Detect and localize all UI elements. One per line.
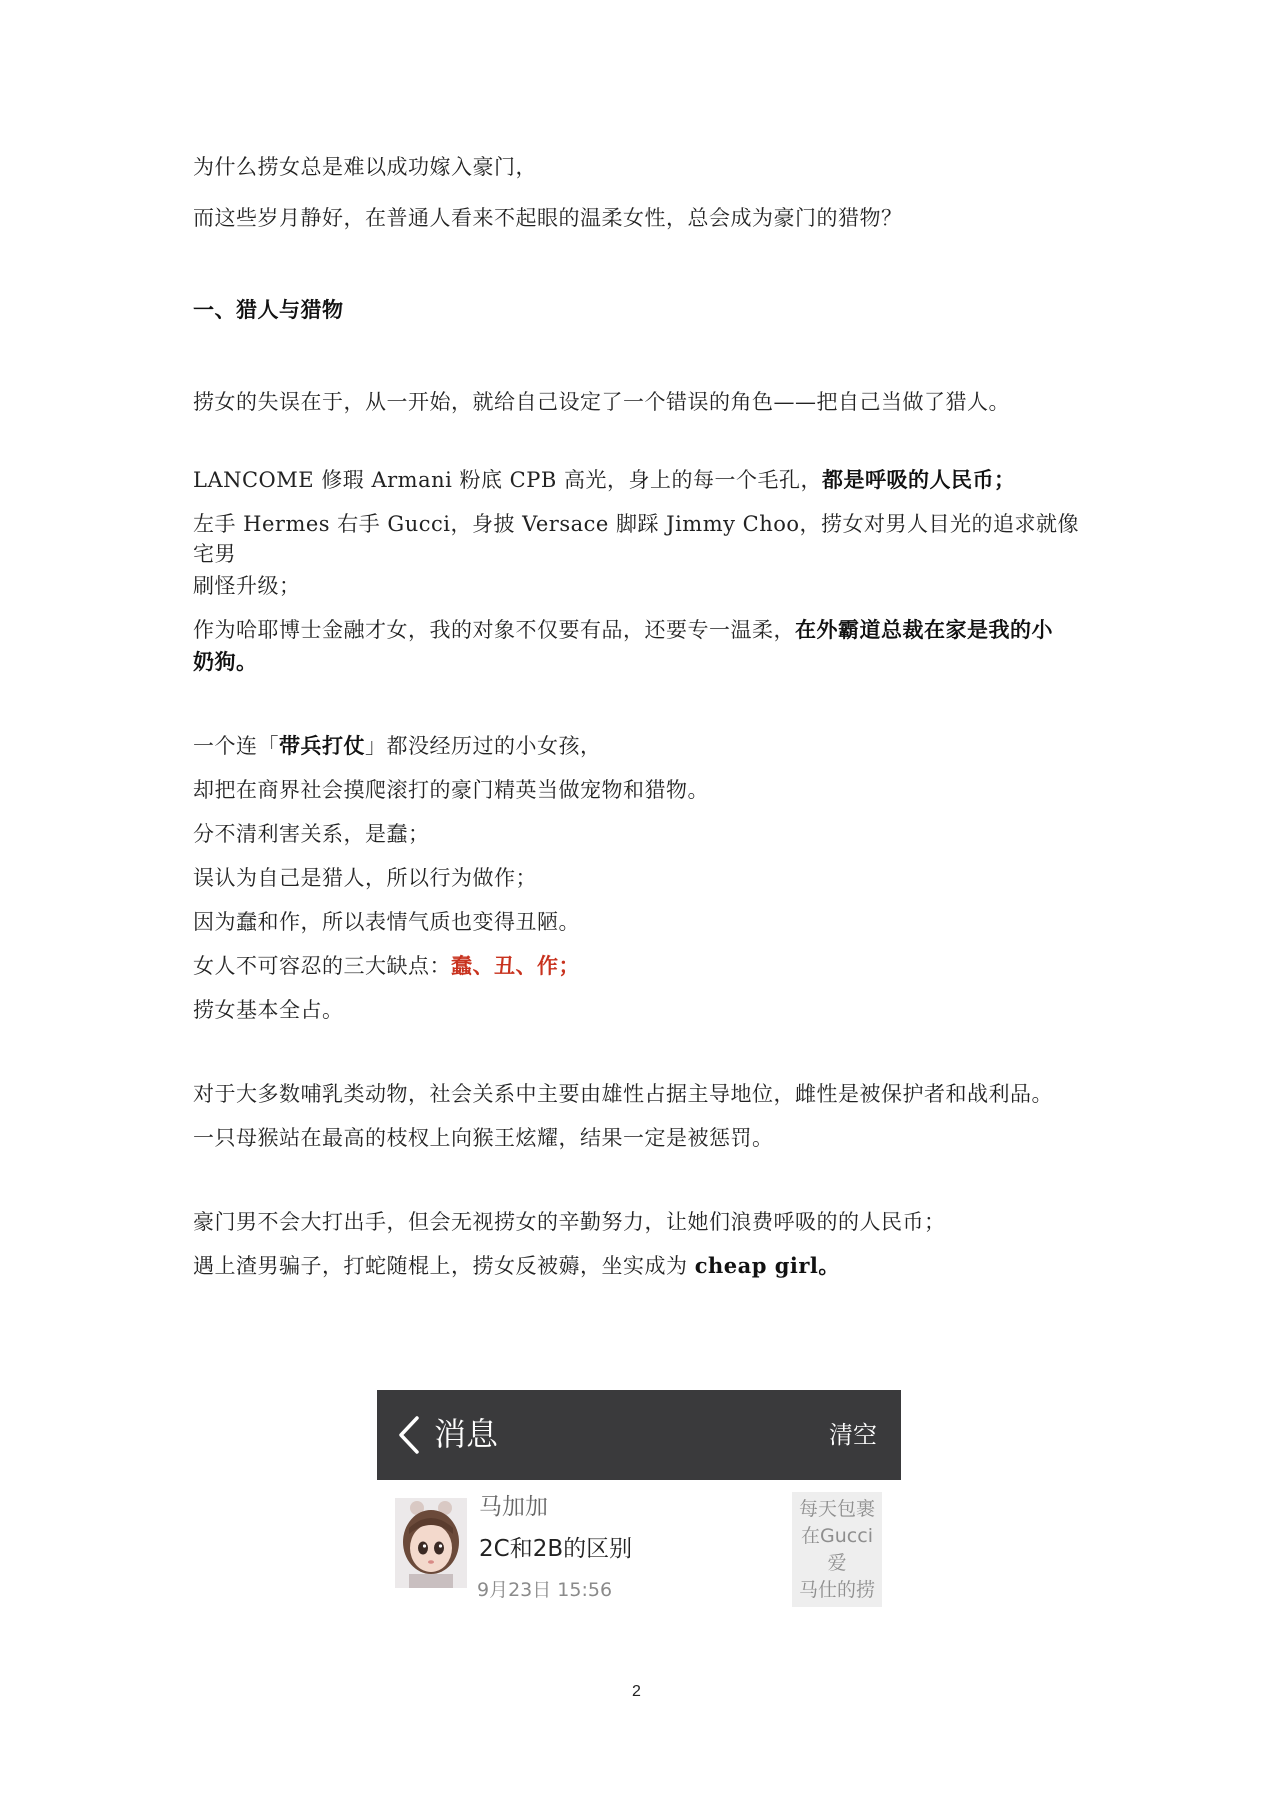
doll-avatar-icon (395, 1498, 467, 1588)
scammers-emphasis: cheap girl。 (694, 1253, 840, 1278)
paragraph-mammals: 对于大多数哺乳类动物，社会关系中主要由雄性占据主导地位，雌性是被保护者和战利品。 (193, 1082, 1053, 1106)
paragraph-wealthy-men: 豪门男不会大打出手，但会无视捞女的辛勤努力，让她们浪费呼吸的的人民币； (193, 1210, 946, 1234)
list-line-6-text: 女人不可容忍的三大缺点： (193, 954, 451, 978)
intro-line-1: 为什么捞女总是难以成功嫁入豪门， (193, 155, 537, 179)
intro-line-2: 而这些岁月静好，在普通人看来不起眼的温柔女性，总会成为豪门的猎物？ (193, 206, 903, 230)
back-chevron-icon[interactable] (395, 1412, 423, 1458)
list-line-1-prefix: 一个连「 (193, 734, 279, 758)
list-line-6-highlight: 蠢、丑、作； (451, 953, 580, 978)
cosmetics-emphasis: 都是呼吸的人民币； (822, 467, 1016, 492)
message-thumbnail (792, 1492, 882, 1607)
section-heading: 一、猎人与猎物 (193, 297, 344, 322)
paragraph-cosmetics (193, 465, 1093, 495)
list-line-7: 捞女基本全占。 (193, 998, 344, 1022)
list-line-6 (193, 951, 1093, 981)
message-time: 9月23日 15:56 (477, 1579, 613, 1601)
scammers-text: 遇上渣男骗子，打蛇随棍上，捞女反被薅，坐实成为 (193, 1254, 695, 1278)
thumbnail-line-3: 马仕的捞 (798, 1578, 875, 1601)
chat-title: 消息 (434, 1415, 499, 1453)
thumbnail-line-1: 每天包裹 (798, 1497, 875, 1520)
paragraph-brands-wrap: 刷怪升级； (193, 574, 301, 598)
paragraph-scammers (193, 1251, 1093, 1281)
list-line-1 (193, 731, 1093, 761)
message-list-item[interactable] (377, 1480, 901, 1615)
cosmetics-text: LANCOME 修瑕 Armani 粉底 CPB 高光，身上的每一个毛孔， (193, 468, 822, 492)
list-line-1-suffix: 」都没经历过的小女孩， (365, 734, 602, 758)
list-line-4: 误认为自己是猎人，所以行为做作； (193, 866, 537, 890)
message-sender: 马加加 (479, 1494, 548, 1520)
requirements-text: 作为哈耶博士金融才女，我的对象不仅要有品，还要专一温柔， (193, 618, 795, 642)
paragraph-hunter-role: 捞女的失误在于，从一开始，就给自己设定了一个错误的角色——把自己当做了猎人。 (193, 390, 1010, 414)
requirements-emphasis: 在外霸道总裁在家是我的小 (795, 617, 1053, 642)
thumbnail-line-2: 在Gucci爱 (801, 1524, 873, 1574)
paragraph-monkey: 一只母猴站在最高的枝杈上向猴王炫耀，结果一定是被惩罚。 (193, 1126, 774, 1150)
list-line-1-emphasis: 带兵打仗 (279, 733, 365, 758)
paragraph-requirements-wrap (193, 647, 1093, 677)
list-line-5: 因为蠢和作，所以表情气质也变得丑陋。 (193, 910, 580, 934)
embedded-chat-screenshot (377, 1390, 901, 1615)
brands-text: 左手 Hermes 右手 Gucci，身披 Versace 脚踩 Jimmy Choo，捞女对男人目光的追求就像宅男 (193, 512, 1080, 566)
requirements-emphasis-wrap: 奶狗。 (193, 649, 258, 674)
clear-button[interactable]: 清空 (829, 1421, 877, 1449)
chat-title-bar (377, 1390, 901, 1480)
avatar (395, 1498, 467, 1588)
message-text: 2C和2B的区别 (479, 1536, 633, 1562)
paragraph-brands (193, 509, 1093, 569)
article-body (193, 152, 1093, 1281)
list-line-3: 分不清利害关系，是蠢； (193, 822, 430, 846)
page-number: 2 (632, 1683, 641, 1700)
paragraph-partner-requirements (193, 615, 1093, 645)
list-line-2: 却把在商界社会摸爬滚打的豪门精英当做宠物和猎物。 (193, 778, 709, 802)
